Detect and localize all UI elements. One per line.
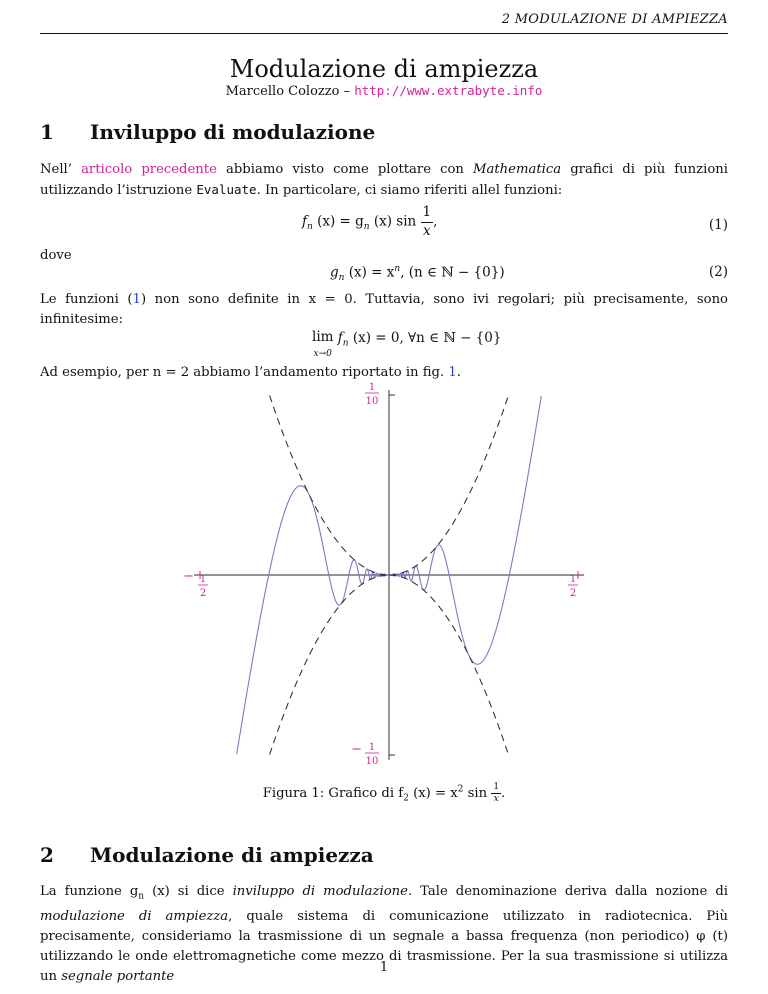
paragraph-2 [40, 290, 728, 330]
x-tick-right-label [568, 574, 578, 599]
p4-text-a: La funzione g [40, 884, 139, 899]
p1-text-a: Nell’ [40, 162, 82, 177]
x-left-minus: − [183, 569, 194, 584]
fig-ref-1[interactable]: 1 [448, 365, 457, 380]
eq1-comma: , [433, 213, 438, 230]
p3-text-b: . [456, 365, 461, 380]
limit-lim: lim [312, 329, 334, 345]
eq2-b: , (n ∈ ℕ − {0}) [400, 264, 505, 281]
y-top-den: 10 [365, 396, 379, 407]
limit-sub: n [342, 338, 349, 349]
y-bottom-minus: − [351, 742, 362, 757]
author-name: Marcello Colozzo – [225, 84, 355, 99]
p4-sub: n [138, 891, 145, 902]
caption-den: x [493, 794, 499, 804]
y-bottom-den: 10 [365, 756, 379, 767]
caption-num: 1 [493, 782, 500, 792]
caption-a: Figura 1: Grafico di f [262, 786, 404, 801]
author-url-link[interactable]: http://www.extrabyte.info [354, 83, 543, 98]
p2-text-a: Le funzioni ( [40, 292, 133, 307]
p4-modulazione: modulazione di ampiezza [40, 908, 229, 924]
eq1-f: f [302, 213, 307, 230]
limit-rest: (x) = 0, ∀n ∈ ℕ − {0} [348, 330, 502, 346]
caption-d: . [501, 786, 506, 801]
y-bottom-num: 1 [368, 742, 376, 753]
p4-inviluppo: inviluppo di modulazione [232, 884, 408, 899]
p1-text-c: grafici di più funzioni utilizzando l’istruzione [40, 162, 728, 198]
section-2-title: Modulazione di ampiezza [90, 843, 374, 867]
section-2-heading [40, 843, 374, 867]
eq2-a: (x) = x [344, 264, 395, 281]
eq-ref-1[interactable]: 1 [132, 292, 141, 307]
eq1-den: x [423, 222, 431, 239]
y-tick-top-label [365, 382, 379, 407]
p4-segnale-portante: segnale portante [61, 968, 175, 984]
page-title: Modulazione di ampiezza [229, 55, 539, 83]
section-1-title: Inviluppo di modulazione [90, 120, 376, 144]
p4-text-b: (x) si dice [144, 884, 233, 899]
author-line [0, 83, 768, 99]
eq2-sub: n [338, 273, 345, 284]
equation-1-number: (1) [708, 217, 728, 233]
p4-text-c: . Tale denominazione deriva dalla nozione di [407, 884, 728, 899]
section-1-heading [40, 120, 375, 144]
equation-1 [302, 206, 437, 238]
caption-c: sin [463, 786, 492, 801]
equation-2-number: (2) [708, 264, 728, 280]
caption-b: (x) = x [408, 786, 458, 801]
eq1-mid: (x) = g [312, 213, 364, 230]
caption-sub: 2 [403, 793, 409, 804]
caption-fraction [491, 783, 501, 804]
p4-text-d: , quale sistema di comunicazione utilizzato in radiotecnica. Più precisamente, consideriamo la trasmissione di un segnale a bassa frequenza (non periodico) φ (t) utilizzando le onde elettromagnetiche come mezzo di trasmissione. Per la sua trasmissione si utilizza un [40, 908, 729, 984]
p1-evaluate-code: Evaluate [196, 182, 257, 197]
p1-text-d: . In particolare, ci siamo riferiti allel funzioni: [256, 183, 563, 198]
p1-text-b: abbiamo visto come plottare con [216, 162, 474, 177]
y-tick-bottom-label [351, 742, 379, 767]
limit-operator [312, 330, 333, 360]
plot-area [194, 390, 584, 760]
eq1-sub2: n [363, 222, 370, 233]
x-right-den: 2 [569, 588, 577, 599]
word-dove: dove [40, 248, 72, 263]
x-right-num: 1 [569, 574, 577, 585]
figure-1-caption [0, 783, 768, 804]
caption-sup: 2 [457, 784, 464, 795]
header-rule [40, 33, 728, 34]
figure-1-plot [180, 380, 600, 770]
p1-mathematica: Mathematica [473, 162, 562, 177]
x-left-num: 1 [199, 574, 207, 585]
limit-f: f [333, 330, 343, 346]
p3-text-a: Ad esempio, per n = 2 abbiamo l’andamento riportato in fig. [40, 365, 449, 380]
section-2-number: 2 [40, 843, 54, 867]
p2-text-b: ) non sono definite in x = 0. Tuttavia, sono ivi regolari; più precisamente, sono infinitesime: [40, 292, 728, 327]
equation-2 [330, 264, 505, 283]
limit-expression [312, 330, 501, 360]
y-top-num: 1 [368, 382, 376, 393]
x-left-den: 2 [199, 588, 207, 599]
link-articolo-precedente[interactable]: articolo precedente [81, 162, 217, 177]
limit-under: x→0 [313, 348, 332, 359]
paragraph-1 [40, 160, 728, 201]
eq1-sub: n [307, 222, 313, 233]
eq1-sin: (x) sin [369, 213, 421, 230]
eq2-sup: n [394, 264, 401, 274]
x-tick-left-label [183, 569, 208, 599]
eq1-fraction [421, 206, 434, 238]
eq2-g: g [330, 264, 339, 281]
page-number: 1 [379, 960, 389, 975]
section-1-number: 1 [40, 120, 54, 144]
eq1-num: 1 [421, 206, 434, 223]
running-head: 2 MODULAZIONE DI AMPIEZZA [501, 12, 728, 27]
